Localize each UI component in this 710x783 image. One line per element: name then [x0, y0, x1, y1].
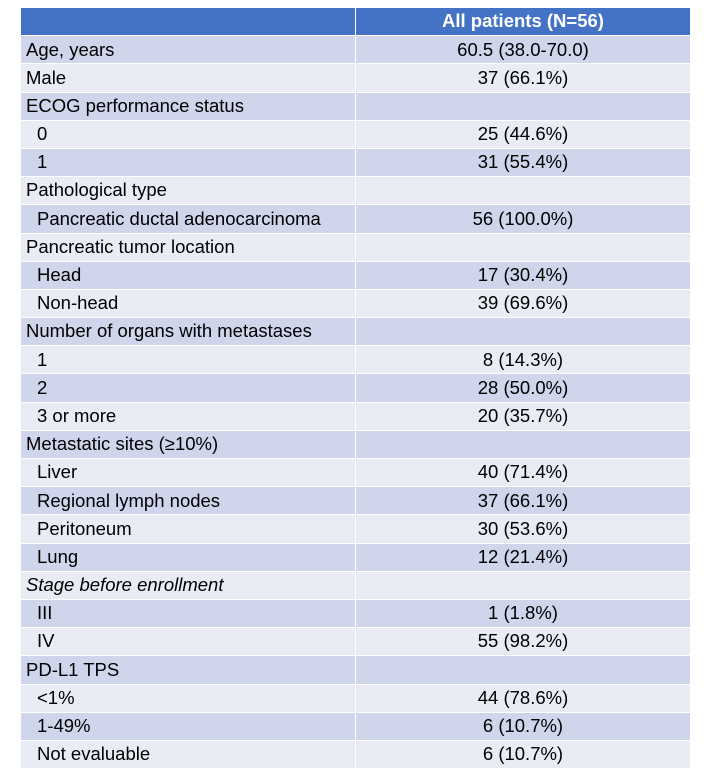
row-label: Non-head: [21, 289, 356, 317]
row-label: III: [21, 599, 356, 627]
table-row: [21, 656, 691, 684]
row-value: [356, 92, 691, 120]
table-row: [21, 205, 691, 233]
row-value: 6 (10.7%): [356, 712, 691, 740]
table-row: [21, 543, 691, 571]
table-row: [21, 374, 691, 402]
row-value: 1 (1.8%): [356, 599, 691, 627]
row-value: 6 (10.7%): [356, 740, 691, 768]
row-label: PD-L1 TPS: [21, 656, 356, 684]
row-value: 44 (78.6%): [356, 684, 691, 712]
row-value: [356, 233, 691, 261]
patient-characteristics-table: [20, 7, 691, 769]
row-value: 60.5 (38.0-70.0): [356, 36, 691, 64]
table-row: [21, 261, 691, 289]
row-value: 31 (55.4%): [356, 148, 691, 176]
header-all-patients: All patients (N=56): [356, 8, 691, 36]
row-value: 37 (66.1%): [356, 487, 691, 515]
row-value: 37 (66.1%): [356, 64, 691, 92]
row-value: [356, 318, 691, 346]
table-row: [21, 487, 691, 515]
row-label: Regional lymph nodes: [21, 487, 356, 515]
table-row: [21, 684, 691, 712]
row-value: 25 (44.6%): [356, 120, 691, 148]
row-label: ECOG performance status: [21, 92, 356, 120]
table-row: [21, 177, 691, 205]
row-label: Liver: [21, 459, 356, 487]
row-label: Not evaluable: [21, 740, 356, 768]
row-label: Stage before enrollment: [21, 571, 356, 599]
table-row: [21, 628, 691, 656]
row-value: 55 (98.2%): [356, 628, 691, 656]
row-label: 3 or more: [21, 402, 356, 430]
header-corner-cell: [21, 8, 356, 36]
table-row: [21, 120, 691, 148]
table-row: [21, 515, 691, 543]
row-value: 12 (21.4%): [356, 543, 691, 571]
table-row: [21, 318, 691, 346]
header-row: [21, 8, 691, 36]
table-row: [21, 599, 691, 627]
row-value: [356, 177, 691, 205]
row-value: 40 (71.4%): [356, 459, 691, 487]
row-value: 20 (35.7%): [356, 402, 691, 430]
row-label: Number of organs with metastases: [21, 318, 356, 346]
row-label: IV: [21, 628, 356, 656]
table-row: [21, 148, 691, 176]
row-label: Metastatic sites (≥10%): [21, 430, 356, 458]
table-row: [21, 402, 691, 430]
row-value: 28 (50.0%): [356, 374, 691, 402]
row-label: 0: [21, 120, 356, 148]
row-label: Peritoneum: [21, 515, 356, 543]
table-row: [21, 740, 691, 768]
table-row: [21, 430, 691, 458]
row-value: 56 (100.0%): [356, 205, 691, 233]
row-label: Male: [21, 64, 356, 92]
table-row: [21, 92, 691, 120]
row-label: Age, years: [21, 36, 356, 64]
row-value: 30 (53.6%): [356, 515, 691, 543]
row-label: Lung: [21, 543, 356, 571]
row-label: Head: [21, 261, 356, 289]
table-row: [21, 346, 691, 374]
row-label: Pancreatic tumor location: [21, 233, 356, 261]
row-label: Pancreatic ductal adenocarcinoma: [21, 205, 356, 233]
table-row: [21, 459, 691, 487]
row-value: 17 (30.4%): [356, 261, 691, 289]
table-row: [21, 233, 691, 261]
row-value: 39 (69.6%): [356, 289, 691, 317]
row-label: 1: [21, 346, 356, 374]
row-value: [356, 656, 691, 684]
row-label: 1-49%: [21, 712, 356, 740]
table-row: [21, 64, 691, 92]
table-row: [21, 36, 691, 64]
row-label: 2: [21, 374, 356, 402]
row-value: [356, 430, 691, 458]
row-value: [356, 571, 691, 599]
table-row: [21, 712, 691, 740]
table-row: [21, 571, 691, 599]
row-value: 8 (14.3%): [356, 346, 691, 374]
row-label: 1: [21, 148, 356, 176]
row-label: Pathological type: [21, 177, 356, 205]
row-label: <1%: [21, 684, 356, 712]
table-row: [21, 289, 691, 317]
